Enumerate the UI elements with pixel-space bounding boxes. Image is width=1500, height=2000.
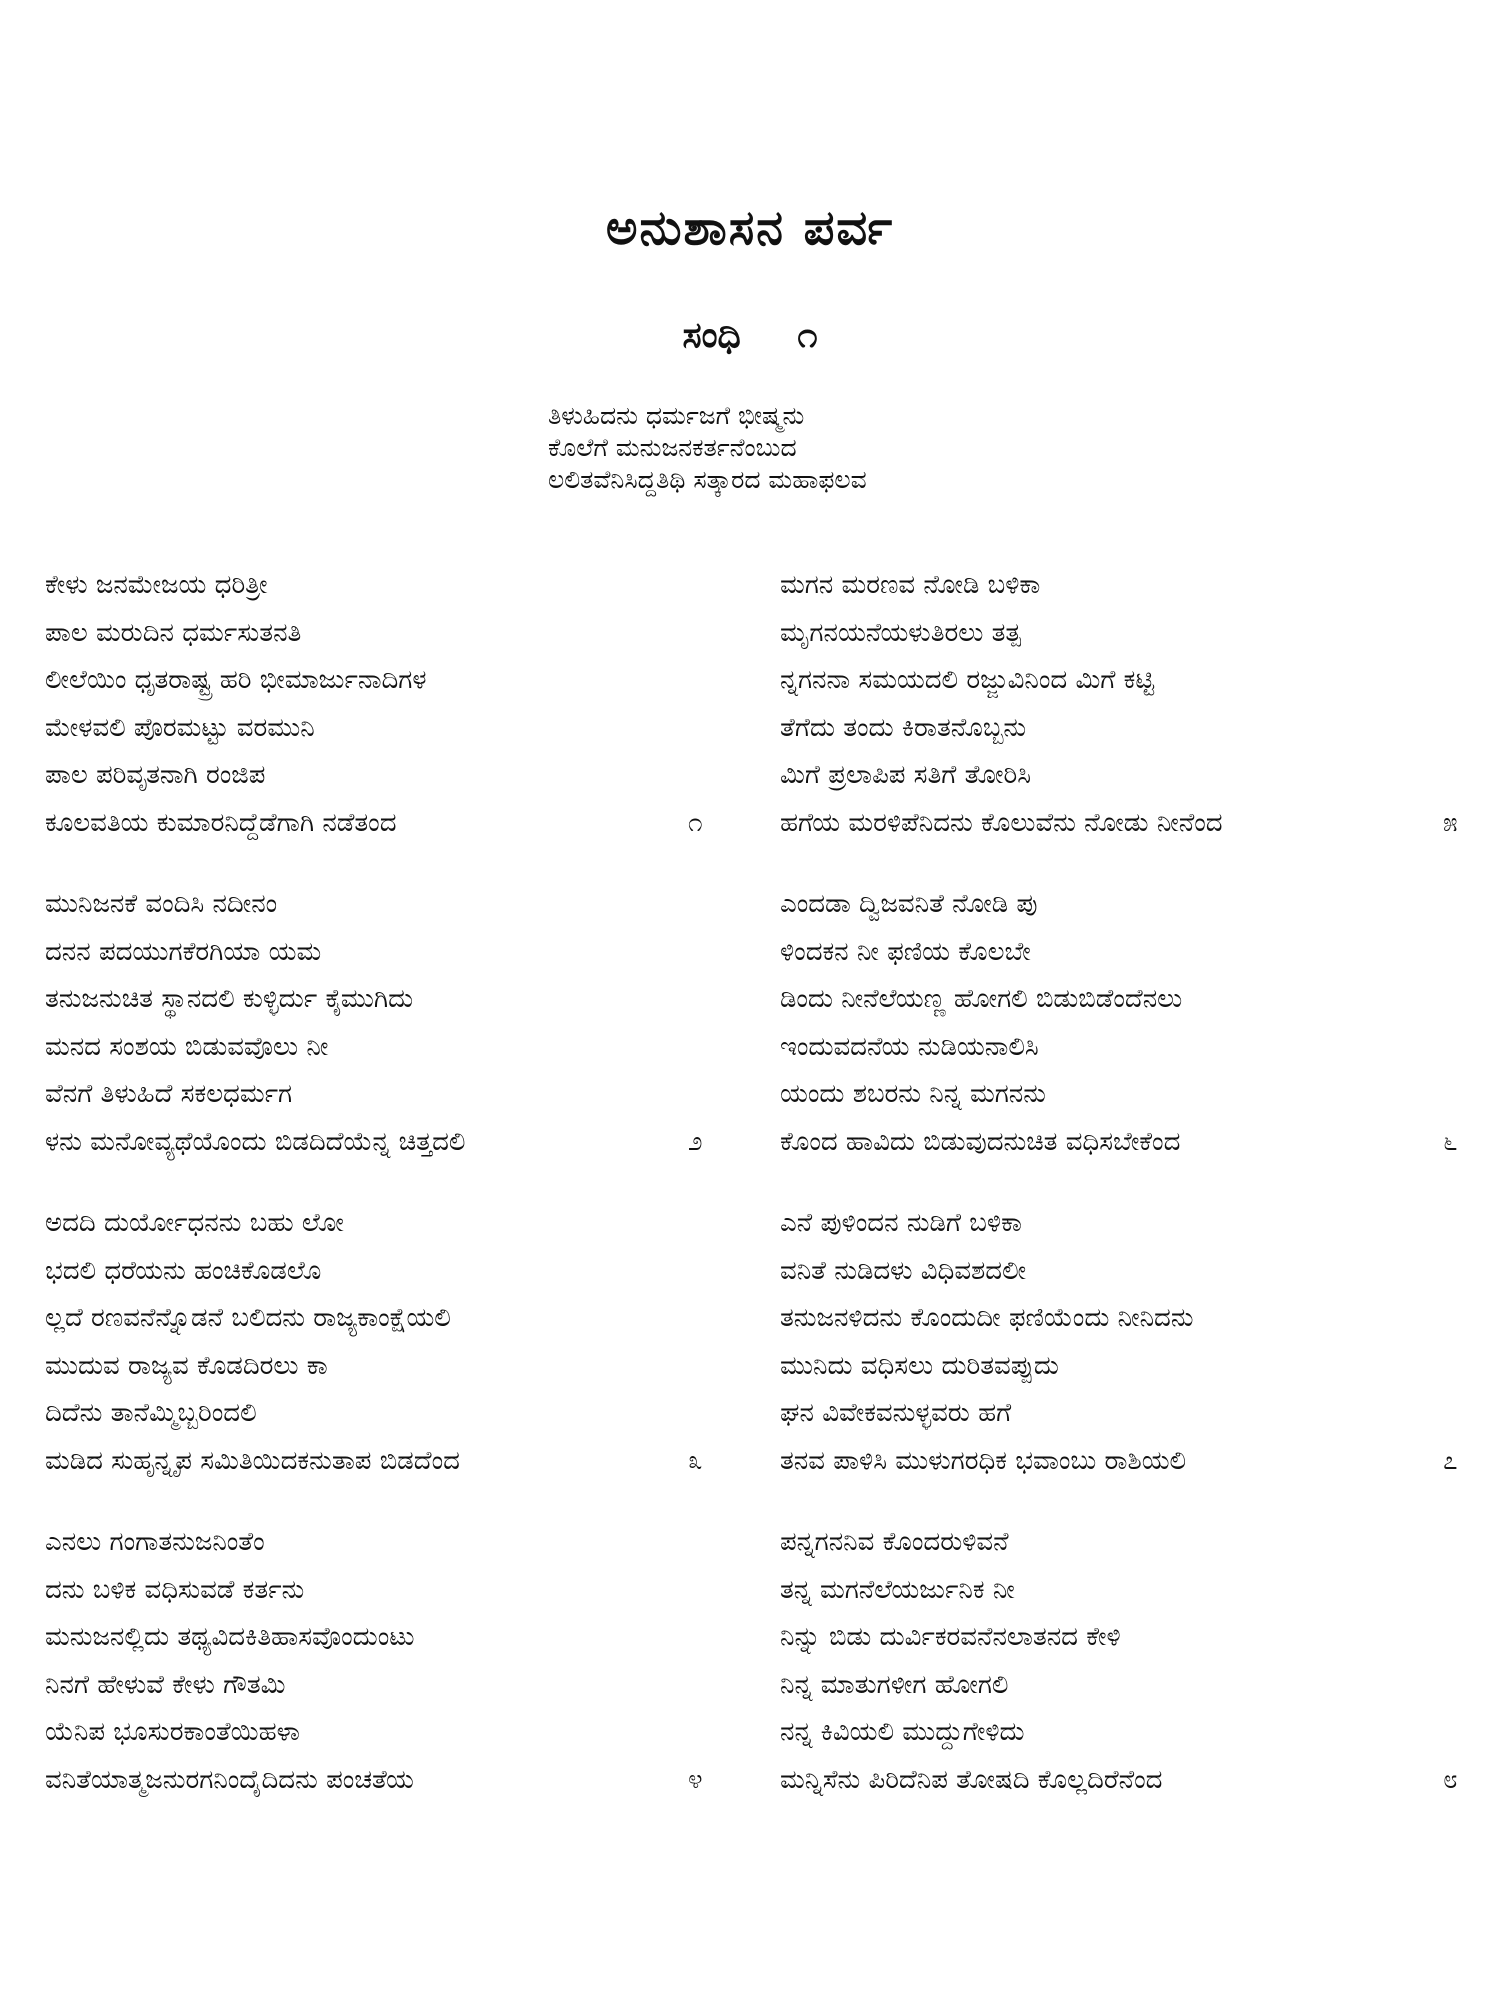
stanza-number: ೭: [1443, 1445, 1458, 1476]
verse-line: ಮನದ ಸಂಶಯ ಬಿಡುವವೊಲು ನೀ: [45, 1031, 329, 1062]
verse-line: ಎಂದಡಾ ದ್ವಿಜವನಿತೆ ನೋಡಿ ಪು: [780, 889, 1038, 919]
left-column: [45, 562, 745, 1838]
verse-line: ಯಂದು ಶಬರನು ನಿನ್ನ ಮಗನನು: [780, 1079, 1046, 1109]
verse-line: ತನ್ನ ಮಗನೆಲೆಯರ್ಜುನಿಕ ನೀ: [780, 1574, 1015, 1605]
summary-line: ತಿಳುಹಿದನು ಧರ್ಮಜಗೆ ಭೀಷ್ಮನು: [548, 401, 805, 430]
verse-line: ಇಂದುವದನೆಯ ನುಡಿಯನಾಲಿಸಿ: [780, 1031, 1039, 1062]
verse-line: ಡಿಂದು ನೀನೆಲೆಯಣ್ಣ ಹೋಗಲಿ ಬಿಡುಬಿಡೆಂದೆನಲು: [780, 984, 1183, 1014]
stanza: [780, 881, 1470, 1166]
verse-line: ಮೃಗನಯನೆಯಳುತಿರಲು ತತ್ಪ: [780, 617, 1022, 648]
stanza: [45, 562, 745, 847]
verse-line: ಕೇಳು ಜನಮೇಜಯ ಧರಿತ್ರೀ: [45, 570, 268, 600]
verse-line: ನಿನಗೆ ಹೇಳುವೆ ಕೇಳು ಗೌತಮಿ: [45, 1669, 286, 1700]
verse-line: ಎನೆ ಪುಳಿಂದನ ನುಡಿಗೆ ಬಳಿಕಾ: [780, 1208, 1022, 1238]
sandhi-label: ಸಂಧಿ: [682, 315, 741, 356]
stanza-number: ೩: [688, 1445, 703, 1476]
verse-line: ನ್ನಗನನಾ ಸಮಯದಲಿ ರಜ್ಜುವಿನಿಂದ ಮಿಗೆ ಕಟ್ಟಿ: [780, 665, 1155, 695]
verse-line: ಲ್ಲದೆ ರಣವನೆನ್ನೊಡನೆ ಬಲಿದನು ರಾಜ್ಯಕಾಂಕ್ಷೆಯಲಿ: [45, 1303, 451, 1333]
stanza: [780, 562, 1470, 847]
stanza: [45, 881, 745, 1166]
verse-line: ಅದದಿ ದುರ್ಯೋಧನನು ಬಹು ಲೋ: [45, 1208, 344, 1238]
verse-line: ಮಿಗೆ ಪ್ರಲಾಪಿಪ ಸತಿಗೆ ತೋರಿಸಿ: [780, 760, 1032, 790]
verse-line: ದನು ಬಳಿಕ ವಧಿಸುವಡೆ ಕರ್ತನು: [45, 1574, 305, 1605]
verse-line: ಮನುಜನಲ್ಲಿದು ತಥ್ಯವಿದಕಿತಿಹಾಸವೊಂದುಂಟು: [45, 1622, 415, 1652]
verse-text: ಕೊಂದ ಹಾವಿದು ಬಿಡುವುದನುಚಿತ ವಧಿಸಬೇಕೆಂದ: [780, 1126, 1181, 1157]
verse-line-last: [45, 1438, 745, 1486]
verse-line: ದನನ ಪದಯುಗಕೆರಗಿಯಾ ಯಮ: [45, 936, 322, 967]
verse-line: ಮುದುವ ರಾಜ್ಯವ ಕೊಡದಿರಲು ಕಾ: [45, 1350, 328, 1381]
verse-line: ಮೇಳವಲಿ ಪೊರಮಟ್ಟು ವರಮುನಿ: [45, 712, 315, 743]
verse-line: ಯೆನಿಪ ಭೂಸುರಕಾಂತೆಯಿಹಳಾ: [45, 1717, 300, 1747]
stanza-number: ೮: [1443, 1764, 1458, 1795]
verse-line: ವೆನಗೆ ತಿಳುಹಿದೆ ಸಕಲಧರ್ಮಗ: [45, 1079, 293, 1109]
verse-text: ಳನು ಮನೋವ್ಯಥೆಯೊಂದು ಬಿಡದಿದೆಯೆನ್ನ ಚಿತ್ತದಲಿ: [45, 1126, 466, 1157]
stanza: [45, 1200, 745, 1485]
verse-line: ಪಾಲ ಮರುದಿನ ಧರ್ಮಸುತನತಿ: [45, 617, 302, 648]
verse-line: ಮುನಿದು ವಧಿಸಲು ದುರಿತವಪ್ಪುದು: [780, 1350, 1059, 1381]
summary-line: ಲಲಿತವೆನಿಸಿದ್ದತಿಥಿ ಸತ್ಕಾರದ ಮಹಾಫಲವ: [548, 465, 867, 494]
stanza: [780, 1200, 1470, 1485]
verse-line: ನಿನ್ನ ಮಾತುಗಳೀಗ ಹೋಗಲಿ: [780, 1669, 1009, 1700]
verse-text: ಮಡಿದ ಸುಹೃನ್ನೃಪ ಸಮಿತಿಯಿದಕನುತಾಪ ಬಿಡದೆಂದ: [45, 1445, 460, 1476]
verse-text: ವನಿತೆಯಾತ್ಮಜನುರಗನಿಂದೈದಿದನು ಪಂಚತೆಯ: [45, 1764, 414, 1795]
verse-line: ವನಿತೆ ನುಡಿದಳು ವಿಧಿವಶದಲೀ: [780, 1255, 1027, 1286]
verse-line: ದಿದೆನು ತಾನೆಮ್ಮಿಬ್ಬರಿಂದಲಿ: [45, 1398, 257, 1428]
verse-line: ಘನ ವಿವೇಕವನುಳ್ಳವರು ಹಗೆ: [780, 1398, 1012, 1428]
verse-line: ಪನ್ನಗನನಿವ ಕೊಂದರುಳಿವನೆ: [780, 1527, 1009, 1557]
sandhi-summary: [548, 400, 1248, 496]
verse-line: ಭದಲಿ ಧರೆಯನು ಹಂಚಿಕೊಡಲೊ: [45, 1255, 322, 1286]
verse-text: ಹಗೆಯ ಮರಳಿಪೆನಿದನು ಕೊಲುವೆನು ನೋಡು ನೀನೆಂದ: [780, 807, 1223, 838]
stanza: [780, 1519, 1470, 1804]
verse-line: ತನುಜನುಚಿತ ಸ್ಥಾನದಲಿ ಕುಳ್ಳಿರ್ದು ಕೈಮುಗಿದು: [45, 984, 414, 1014]
verse-line-last: [780, 800, 1470, 848]
verse-line-last: [780, 1438, 1470, 1486]
verse-line-last: [780, 1119, 1470, 1167]
verse-line: ನಿನ್ನು ಬಿಡು ದುರ್ವಿಕರವನೆನಲಾತನದ ಕೇಳಿ: [780, 1622, 1121, 1652]
right-column: [780, 562, 1470, 1838]
verse-line-last: [780, 1757, 1470, 1805]
verse-text: ಮನ್ನಿಸೆನು ಪಿರಿದೆನಿಪ ತೋಷದಿ ಕೊಲ್ಲದಿರೆನೆಂದ: [780, 1764, 1163, 1795]
verse-line: ಪಾಲ ಪರಿವೃತನಾಗಿ ರಂಜಿಪ: [45, 760, 266, 790]
verse-line: ನನ್ನ ಕಿವಿಯಲಿ ಮುದ್ದುಗೇಳಿದು: [780, 1717, 1025, 1747]
verse-line: ತನುಜನಳಿದನು ಕೊಂದುದೀ ಫಣಿಯೆಂದು ನೀನಿದನು: [780, 1303, 1194, 1333]
stanza-number: ೧: [688, 807, 703, 838]
verse-text: ತನವ ಪಾಳಿಸಿ ಮುಳುಗರಧಿಕ ಭವಾಂಬು ರಾಶಿಯಲಿ: [780, 1445, 1187, 1476]
verse-text: ಕೂಲವತಿಯ ಕುಮಾರನಿದ್ದೆಡೆಗಾಗಿ ನಡೆತಂದ: [45, 807, 397, 838]
verse-line: ಲೀಲೆಯಿಂ ಧೃತರಾಷ್ಟ್ರ ಹರಿ ಭೀಮಾರ್ಜುನಾದಿಗಳ: [45, 665, 427, 695]
page-title: ಅನುಶಾಸನ ಪರ್ವ: [605, 200, 895, 256]
verse-line: ಮಗನ ಮರಣವ ನೋಡಿ ಬಳಿಕಾ: [780, 570, 1041, 600]
verse-line: ಳಿಂದಕನ ನೀ ಫಣಿಯ ಕೊಲಬೇ: [780, 936, 1031, 967]
verse-line: ತೆಗೆದು ತಂದು ಕಿರಾತನೊಬ್ಬನು: [780, 712, 1027, 743]
sandhi-number: ೧: [797, 315, 818, 356]
stanza-number: ೪: [688, 1764, 703, 1795]
stanza-number: ೨: [688, 1126, 703, 1157]
stanza-number: ೬: [1443, 1126, 1458, 1157]
stanza-number: ೫: [1443, 807, 1458, 838]
verse-line-last: [45, 800, 745, 848]
verse-line: ಮುನಿಜನಕೆ ವಂದಿಸಿ ನದೀನಂ: [45, 889, 278, 919]
verse-line-last: [45, 1119, 745, 1167]
verse-line-last: [45, 1757, 745, 1805]
stanza: [45, 1519, 745, 1804]
sandhi-heading: [0, 315, 1500, 357]
summary-line: ಕೊಲೆಗೆ ಮನುಜನಕರ್ತನೆಂಬುದ: [548, 433, 797, 462]
verse-line: ಎನಲು ಗಂಗಾತನುಜನಿಂತೆಂ: [45, 1527, 265, 1557]
